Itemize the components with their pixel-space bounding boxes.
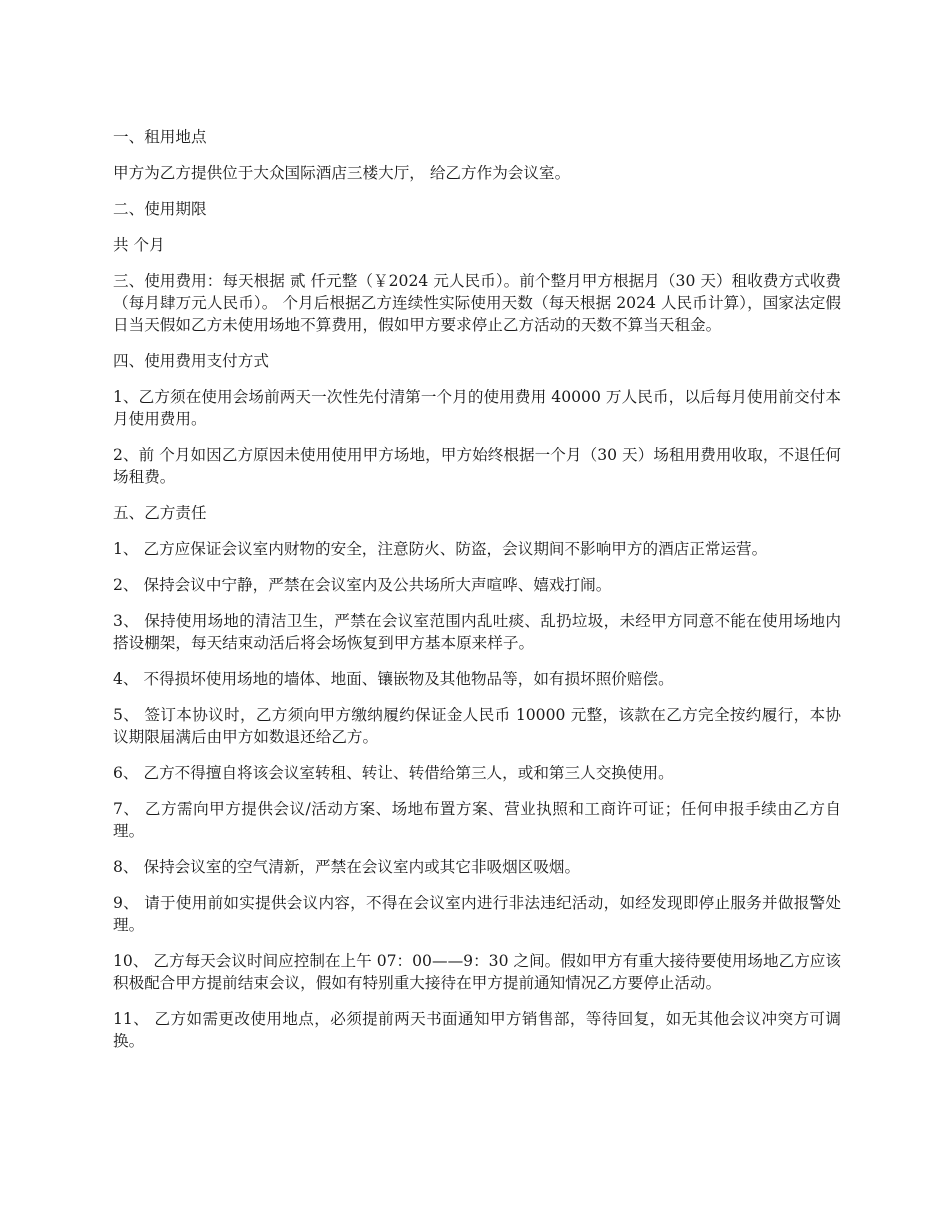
clause-1: 1、 乙方应保证会议室内财物的安全，注意防火、防盗，会议期间不影响甲方的酒店正常运营。 xyxy=(113,540,768,558)
paragraph-fees: 三、使用费用：每天根据 贰 仟元整（￥2024 元人民币）。前个整月甲方根据月（30 天）租收费方式收费 （每月肆万元人民币）。 个月后根据乙方连续性实际使用天数（每天根据 2024 人民币计算），国家法定假日当天假如乙方未使用场地不算费用，假如甲方要求停止乙方活动的天数不算当天租金。 xyxy=(113,272,841,334)
paragraph-payment-1: 1、乙方须在使用会场前两天一次性先付清第一个月的使用费用 40000 万人民币，以后每月使用前交付本月使用费用。 xyxy=(113,388,841,428)
clause-3: 3、 保持使用场地的清洁卫生，严禁在会议室范围内乱吐痰、乱扔垃圾，未经甲方同意不能在使用场地内搭设棚架，每天结束动活后将会场恢复到甲方基本原来样子。 xyxy=(113,612,841,652)
section-heading-responsibility: 五、乙方责任 xyxy=(113,504,207,522)
paragraph-payment-2: 2、前 个月如因乙方原因未使用使用甲方场地，甲方始终根据一个月（30 天）场租用费用收取，不退任何场租费。 xyxy=(113,446,841,486)
section-heading-term: 二、使用期限 xyxy=(113,200,207,218)
clause-7: 7、 乙方需向甲方提供会议/活动方案、场地布置方案、营业执照和工商许可证；任何申报手续由乙方自理。 xyxy=(113,800,841,840)
clause-8: 8、 保持会议室的空气清新，严禁在会议室内或其它非吸烟区吸烟。 xyxy=(113,858,581,876)
clause-9: 9、 请于使用前如实提供会议内容，不得在会议室内进行非法违纪活动，如经发现即停止服务并做报警处理。 xyxy=(113,894,841,934)
section-heading-location: 一、租用地点 xyxy=(113,128,207,146)
clause-2: 2、 保持会议中宁静，严禁在会议室内及公共场所大声喧哗、嬉戏打闹。 xyxy=(113,576,612,594)
clause-11: 11、 乙方如需更改使用地点，必须提前两天书面通知甲方销售部，等待回复，如无其他会议冲突方可调换。 xyxy=(113,1010,841,1050)
section-heading-payment: 四、使用费用支付方式 xyxy=(113,352,269,370)
clause-5: 5、 签订本协议时，乙方须向甲方缴纳履约保证金人民币 10000 元整，该款在乙方完全按约履行，本协议期限届满后由甲方如数退还给乙方。 xyxy=(113,706,841,746)
paragraph-location: 甲方为乙方提供位于大众国际酒店三楼大厅， 给乙方作为会议室。 xyxy=(113,164,571,182)
clause-10: 10、 乙方每天会议时间应控制在上午 07：00——9：30 之间。假如甲方有重大接待要使用场地乙方应该积极配合甲方提前结束会议，假如有特别重大接待在甲方提前通知情况乙方要停止活动。 xyxy=(113,952,841,992)
clause-6: 6、 乙方不得擅自将该会议室转租、转让、转借给第三人，或和第三人交换使用。 xyxy=(113,764,674,782)
document-body xyxy=(113,126,841,1066)
clause-4: 4、 不得损坏使用场地的墙体、地面、镶嵌物及其他物品等，如有损坏照价赔偿。 xyxy=(113,670,674,688)
paragraph-term: 共 个月 xyxy=(113,236,165,254)
